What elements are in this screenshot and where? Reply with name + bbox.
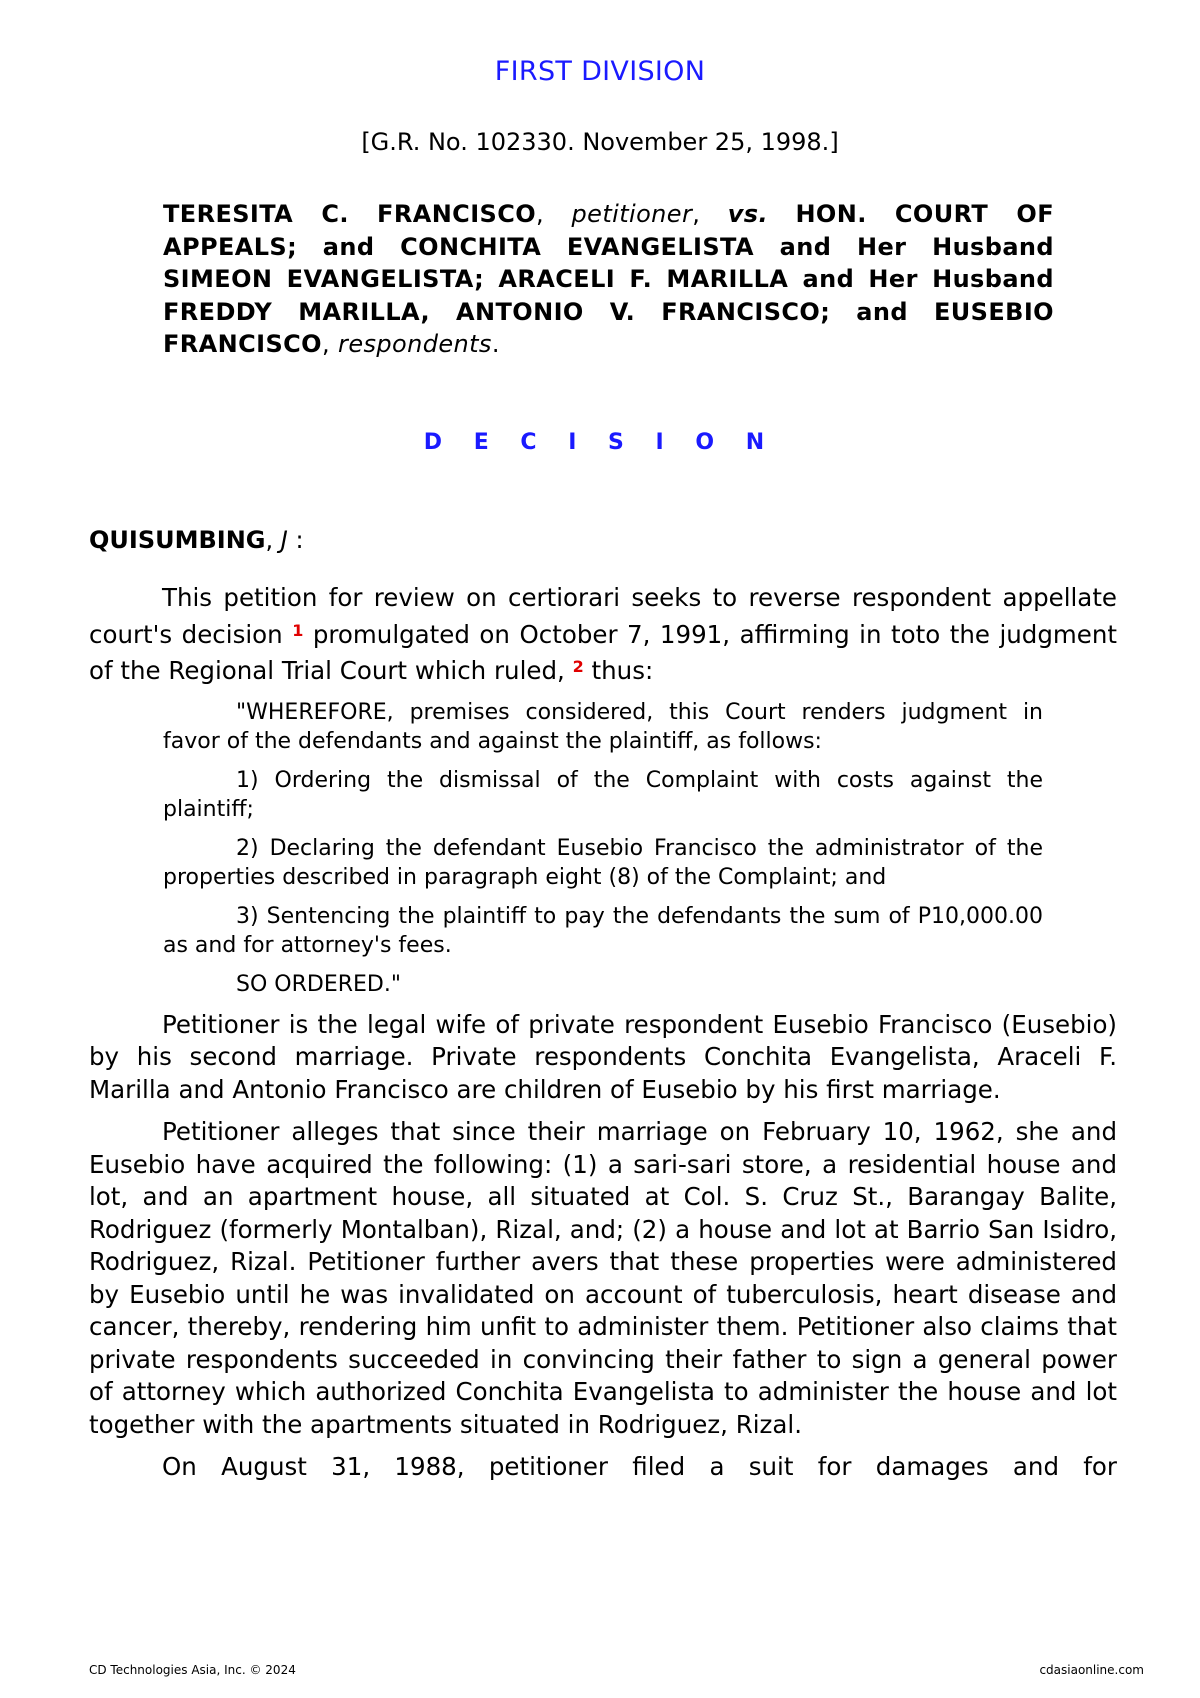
respondents-role: respondents xyxy=(338,330,492,358)
quote-item-2: 2) Declaring the defendant Eusebio Francisco the administrator of the properties described in paragraph eight (8) of the Complaint; and xyxy=(163,835,1043,890)
footer-copyright: CD Technologies Asia, Inc. © 2024 xyxy=(89,1663,296,1677)
paragraph-4: On August 31, 1988, petitioner filed a suit for damages and for xyxy=(162,1452,1117,1481)
ponente: QUISUMBING, J : xyxy=(89,526,304,554)
quote-end: SO ORDERED." xyxy=(236,971,401,997)
paragraph-3: Petitioner alleges that since their marriage on February 10, 1962, she and Eusebio have acquired the following: (1) a sari-sari store, a residential house and lot, and an apartment house, all situated at Col. S. Cruz St., Barangay Balite, Rodriguez (formerly Montalban), Rizal, and; (2) a house and lot at Barrio San Isidro, Rodriguez, Rizal. Petitioner further avers that these properties were administered by Eusebio until he was invalidated on account of tuberculosis, heart disease and cancer, thereby, rendering him unfit to administer them. Petitioner also claims that private respondents succeeded in convincing their father to sign a general power of attorney which authorized Conchita Evangelista to administer the house and lot together with the apartments situated in Rodriguez, Rizal. xyxy=(89,1117,1117,1439)
paragraph-2: Petitioner is the legal wife of private respondent Eusebio Francisco (Eusebio) by his second marriage. Private respondents Conchita Evangelista, Araceli F. Marilla and Antonio Francisco are children of Eusebio by his first marriage. xyxy=(89,1009,1117,1104)
decision-title: D E C I S I O N xyxy=(423,430,777,455)
quote-item-1: 1) Ordering the dismissal of the Complaint with costs against the plaintiff; xyxy=(163,767,1043,822)
quote-intro: "WHEREFORE, premises considered, this Court renders judgment in favor of the defendants and against the plaintiff, as follows: xyxy=(163,699,1043,754)
decision-body xyxy=(89,582,1117,1494)
paragraph-1: This petition for review on certiorari seeks to reverse respondent appellate court's decision $^1$ promulgated on October 7, 1991, affirming in toto the judgment of the Regional Trial Court which ruled, $^2$ thus: xyxy=(89,583,1117,685)
quote-item-3: 3) Sentencing the plaintiff to pay the defendants the sum of P10,000.00 as and for attorney's fees. xyxy=(163,903,1043,958)
footnote-link-2[interactable]: 2 xyxy=(572,657,584,676)
footer-site[interactable]: cdasiaonline.com xyxy=(1039,1663,1144,1677)
case-number: [G.R. No. 102330. November 25, 1998.] xyxy=(361,128,839,156)
quoted-dispositive xyxy=(89,698,1043,999)
footnote-link-1[interactable]: 1 xyxy=(292,620,304,640)
division-heading: FIRST DIVISION xyxy=(494,56,706,87)
petitioner-name: TERESITA C. FRANCISCO xyxy=(163,200,537,228)
ponente-name: QUISUMBING xyxy=(89,526,266,554)
ponente-title: J xyxy=(280,526,288,554)
case-caption: TERESITA C. FRANCISCO, petitioner, vs. HON. COURT OF APPEALS; and CONCHITA EVANGELISTA and Her Husband SIMEON EVANGELISTA; ARACELI F. MARILLA and Her Husband FREDDY MARILLA, ANTONIO V. FRANCISCO; and EUSEBIO FRANCISCO, respondents. xyxy=(163,200,1054,358)
versus-label: vs. xyxy=(727,200,768,228)
petitioner-role: petitioner xyxy=(571,200,693,228)
respondents-names: HON. COURT OF APPEALS; and CONCHITA EVANGELISTA and Her Husband SIMEON EVANGELISTA; ARACELI F. MARILLA and Her Husband FREDDY MARILLA, ANTONIO V. FRANCISCO; and EUSEBIO FRANCISCO xyxy=(163,200,1054,358)
